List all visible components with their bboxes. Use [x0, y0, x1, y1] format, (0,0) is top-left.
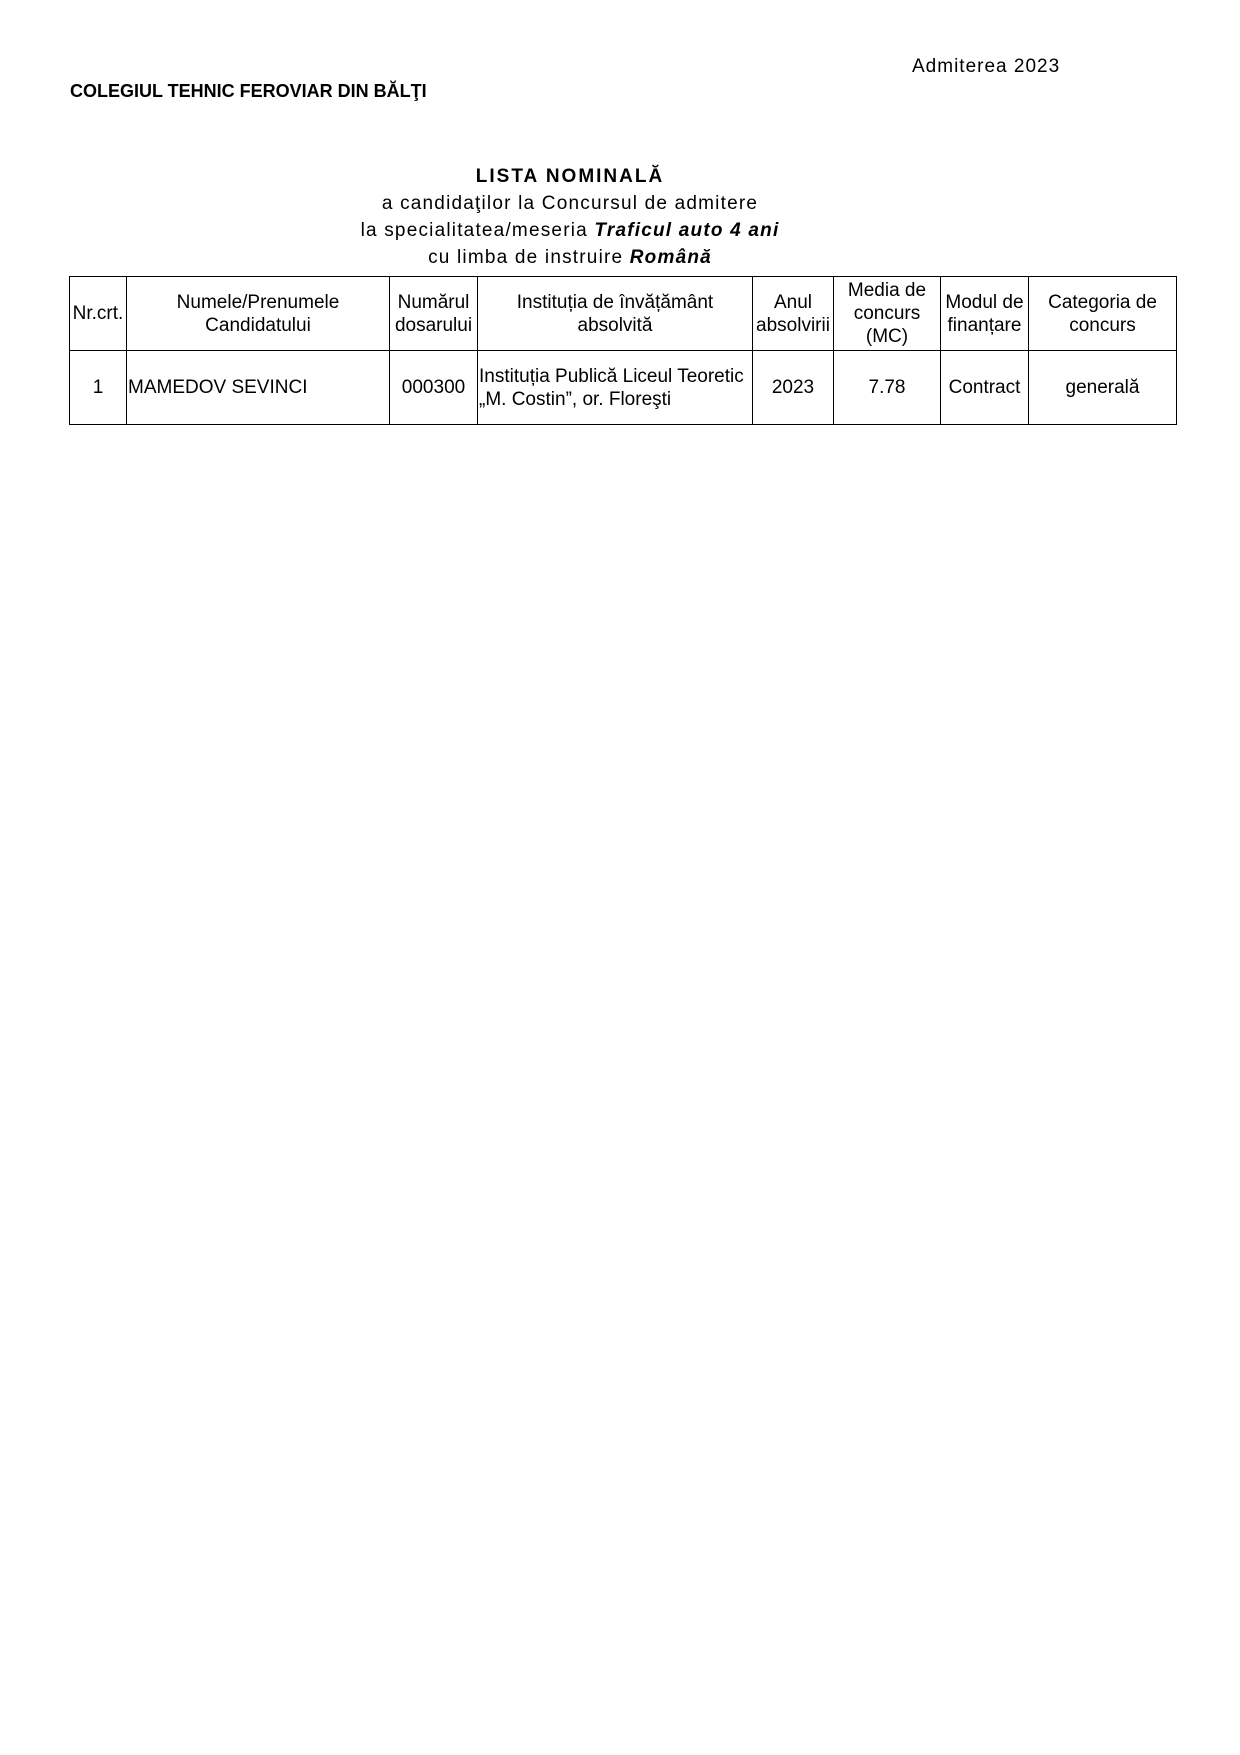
language-prefix: cu limba de instruire: [428, 247, 630, 268]
specialty-prefix: la specialitatea/meseria: [360, 220, 595, 241]
header-graduation-year: Anul absolvirii: [753, 277, 834, 351]
title-line-language: [0, 244, 1140, 271]
cell-graduation-year: 2023: [753, 351, 834, 425]
document-title-block: [0, 163, 1140, 271]
header-name: Numele/Prenumele Candidatului: [127, 277, 390, 351]
cell-category: generală: [1029, 351, 1177, 425]
candidates-table: [69, 276, 1177, 425]
document-title: LISTA NOMINALĂ: [475, 166, 665, 187]
header-average: Media de concurs (MC): [834, 277, 941, 351]
cell-average: 7.78: [834, 351, 941, 425]
header-nr: Nr.crt.: [70, 277, 127, 351]
admission-year-label: Admiterea 2023: [912, 56, 1061, 77]
header-category: Categoria de concurs: [1029, 277, 1177, 351]
title-line-specialty: [0, 217, 1140, 244]
header-school: Instituția de învățământ absolvită: [478, 277, 753, 351]
institution-name: COLEGIUL TEHNIC FEROVIAR DIN BĂLŢI: [70, 81, 427, 101]
specialty-name: Traficul auto 4 ani: [594, 220, 780, 241]
title-line-candidates: a candidaţilor la Concursul de admitere: [381, 193, 759, 214]
cell-file-number: 000300: [390, 351, 478, 425]
header-funding: Modul de finanțare: [941, 277, 1029, 351]
table-row: [70, 351, 1177, 425]
header-file-number: Numărul dosarului: [390, 277, 478, 351]
cell-name: MAMEDOV SEVINCI: [127, 351, 390, 425]
cell-nr: 1: [70, 351, 127, 425]
cell-funding: Contract: [941, 351, 1029, 425]
table-header-row: [70, 277, 1177, 351]
cell-school: Instituția Publică Liceul Teoretic „M. Costin”, or. Floreşti: [478, 351, 753, 425]
instruction-language: Română: [629, 247, 712, 268]
